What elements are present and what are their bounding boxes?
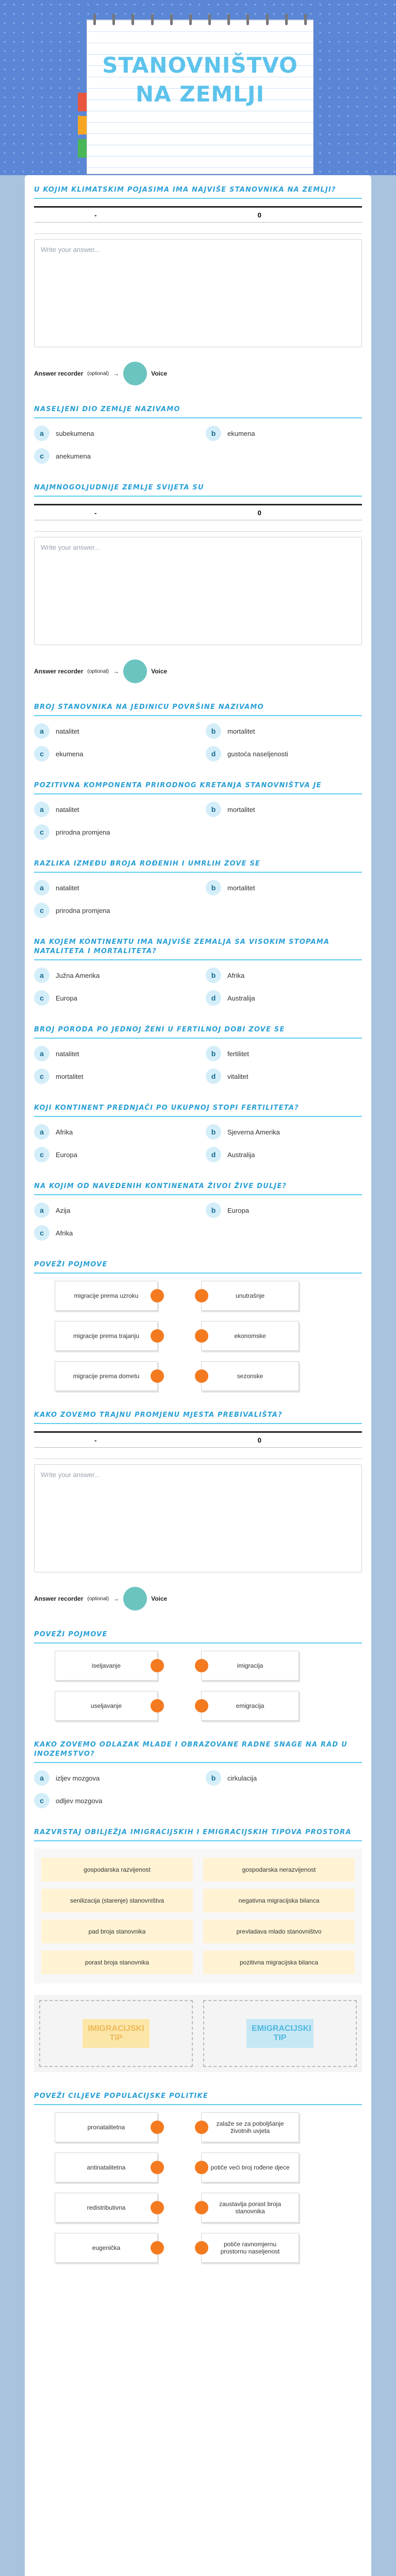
option-letter: c: [34, 824, 50, 840]
option-b[interactable]: [206, 1046, 362, 1061]
question-title: NA KOJIM OD NAVEDENIH KONTINENATA ŽIVOI ŽIVE DULJE?: [34, 1182, 362, 1195]
sort-targets: [34, 1995, 362, 2072]
match-connector-dot[interactable]: [151, 1369, 164, 1383]
match-left-card[interactable]: eugenička: [55, 2233, 158, 2263]
match-left-card[interactable]: migracije prema uzroku: [55, 1281, 158, 1311]
option-b[interactable]: [206, 1124, 362, 1140]
option-text: ekumena: [227, 429, 255, 437]
option-text: ekumena: [56, 750, 84, 758]
option-b[interactable]: [206, 968, 362, 983]
question-title: POVEŽI CILJEVE POPULACIJSKE POLITIKE: [34, 2092, 362, 2105]
notebook-rings: [93, 14, 307, 26]
answer-textarea[interactable]: Write your answer...: [34, 1464, 362, 1572]
option-c[interactable]: [34, 990, 190, 1006]
option-letter: c: [34, 903, 50, 918]
table-header-cell: -: [34, 207, 157, 223]
sort-item[interactable]: gospodarska nerazvijenost: [203, 1858, 355, 1882]
match-right-card[interactable]: emigracija: [201, 1691, 299, 1721]
match-connector-dot[interactable]: [151, 2241, 164, 2255]
match-connector-dot[interactable]: [195, 1329, 208, 1343]
table-header-cell: -: [34, 1432, 157, 1448]
option-text: Australija: [227, 994, 255, 1002]
option-text: izljev mozgova: [56, 1774, 100, 1782]
option-letter: c: [34, 1147, 50, 1162]
match-row: [55, 1281, 362, 1311]
answer-textarea[interactable]: Write your answer...: [34, 239, 362, 347]
question-8: [34, 1025, 362, 1084]
option-text: gustoća naseljenosti: [227, 750, 288, 758]
option-c[interactable]: [34, 1225, 190, 1241]
voice-record-button[interactable]: [123, 659, 147, 683]
option-text: Europa: [227, 1206, 249, 1214]
option-letter: b: [206, 880, 221, 895]
matching-group: [55, 1651, 362, 1721]
question-14: [34, 1740, 362, 1808]
match-left-card[interactable]: migracije prema dometu: [55, 1361, 158, 1391]
option-b[interactable]: [206, 723, 362, 739]
option-b[interactable]: [206, 880, 362, 895]
match-row: [55, 1651, 362, 1681]
question-title: RAZLIKA IZMEĐU BROJA ROĐENIH I UMRLIH ZOVE SE: [34, 859, 362, 873]
option-b[interactable]: [206, 426, 362, 441]
option-a[interactable]: [34, 1046, 190, 1061]
option-letter: b: [206, 723, 221, 739]
match-row: [55, 2233, 362, 2263]
option-d[interactable]: [206, 1069, 362, 1084]
match-connector-dot[interactable]: [195, 1659, 208, 1672]
category-label: EMIGRACIJSKI TIP: [246, 2019, 314, 2048]
match-connector-dot[interactable]: [195, 2201, 208, 2214]
option-letter: c: [34, 448, 50, 464]
question-title: KAKO ZOVEMO TRAJNU PROMJENU MJESTA PREBIVALIŠTA?: [34, 1411, 362, 1424]
match-connector-dot[interactable]: [151, 2201, 164, 2214]
option-a[interactable]: [34, 1202, 190, 1218]
option-c[interactable]: [34, 746, 190, 761]
recorder-optional: (optional): [87, 668, 109, 674]
match-left-card[interactable]: antinatalitetna: [55, 2153, 158, 2182]
match-right-card[interactable]: potiče veći broj rođene djece: [201, 2153, 299, 2182]
option-d[interactable]: [206, 990, 362, 1006]
question-3: [34, 483, 362, 683]
option-letter: b: [206, 802, 221, 817]
sort-item[interactable]: pad broja stanovnika: [41, 1920, 193, 1943]
option-letter: c: [34, 1225, 50, 1241]
recorder-label: Answer recorder: [34, 668, 84, 675]
option-c[interactable]: [34, 448, 190, 464]
option-text: odljev mozgova: [56, 1797, 103, 1805]
answer-table[interactable]: [34, 504, 362, 532]
table-header-cell: 0: [157, 505, 362, 520]
option-c[interactable]: [34, 824, 190, 840]
option-a[interactable]: [34, 1770, 190, 1786]
option-letter: c: [34, 746, 50, 761]
sort-item[interactable]: senilizacija (starenje) stanovništva: [41, 1889, 193, 1912]
option-c[interactable]: [34, 903, 190, 918]
option-text: natalitet: [56, 1049, 79, 1058]
question-4: [34, 703, 362, 761]
recorder-label: Answer recorder: [34, 370, 84, 377]
match-right-card[interactable]: potiče ravnomjernu prostornu naseljenost: [201, 2233, 299, 2263]
option-letter: b: [206, 1770, 221, 1786]
option-text: fertilitet: [227, 1049, 249, 1058]
voice-record-button[interactable]: [123, 1587, 147, 1611]
question-1: [34, 185, 362, 385]
sort-items-pool: [34, 1849, 362, 1984]
option-letter: a: [34, 968, 50, 983]
question-title: BROJ PORODA PO JEDNOJ ŽENI U FERTILNOJ DOBI ZOVE SE: [34, 1025, 362, 1039]
option-a[interactable]: [34, 723, 190, 739]
option-text: Afrika: [56, 1128, 73, 1136]
recorder-optional: (optional): [87, 370, 109, 377]
voice-record-button[interactable]: [123, 362, 147, 385]
option-letter: d: [206, 990, 221, 1006]
match-row: [55, 1321, 362, 1351]
match-connector-dot[interactable]: [195, 1699, 208, 1713]
drop-zone-emigracijski[interactable]: [203, 2000, 357, 2067]
match-left-card[interactable]: redistributivna: [55, 2193, 158, 2223]
option-a[interactable]: [34, 968, 190, 983]
option-letter: a: [34, 426, 50, 441]
option-b[interactable]: [206, 1202, 362, 1218]
option-letter: b: [206, 426, 221, 441]
sort-item[interactable]: pozitivna migracijska bilanca: [203, 1951, 355, 1974]
option-c[interactable]: [34, 1147, 190, 1162]
page-title: STANOVNIŠTVO NA ZEMLJI: [102, 53, 298, 107]
matching-group: [55, 1281, 362, 1391]
worksheet: [25, 175, 371, 2576]
recorder-optional: (optional): [87, 1596, 109, 1602]
match-row: [55, 2193, 362, 2223]
option-letter: c: [34, 1793, 50, 1808]
match-left-card[interactable]: iseljavanje: [55, 1651, 158, 1681]
option-a[interactable]: [34, 426, 190, 441]
title-notebook-card: [87, 20, 314, 174]
answer-textarea[interactable]: Write your answer...: [34, 537, 362, 645]
option-letter: b: [206, 1202, 221, 1218]
match-connector-dot[interactable]: [151, 2121, 164, 2134]
option-c[interactable]: [34, 1793, 190, 1808]
option-text: natalitet: [56, 884, 79, 892]
option-text: Europa: [56, 1150, 77, 1159]
question-16: [34, 2092, 362, 2263]
option-text: Afrika: [56, 1229, 73, 1237]
table-cell[interactable]: [34, 223, 157, 234]
option-text: natalitet: [56, 727, 79, 735]
question-title: POZITIVNA KOMPONENTA PRIRODNOG KRETANJA STANOVNIŠTVA JE: [34, 781, 362, 794]
option-a[interactable]: [34, 1124, 190, 1140]
recorder-label: Answer recorder: [34, 1595, 84, 1602]
sort-item[interactable]: porast broja stanovnika: [41, 1951, 193, 1974]
answer-recorder: Answer recorder (optional) → Voice: [34, 1587, 362, 1611]
option-letter: c: [34, 990, 50, 1006]
table-cell[interactable]: [34, 1448, 157, 1459]
option-letter: b: [206, 1124, 221, 1140]
question-9: [34, 1104, 362, 1162]
option-text: vitalitet: [227, 1072, 249, 1080]
option-a[interactable]: [34, 880, 190, 895]
match-row: [55, 2153, 362, 2182]
option-text: mortalitet: [227, 805, 255, 814]
sort-item[interactable]: prevladava mlado stanovništvo: [203, 1920, 355, 1943]
question-title: RAZVRSTAJ OBILJEŽJA IMIGRACIJSKIH I EMIGRACIJSKIH TIPOVA PROSTORA: [34, 1828, 362, 1841]
sort-item[interactable]: gospodarska razvijenost: [41, 1858, 193, 1882]
match-connector-dot[interactable]: [195, 2161, 208, 2174]
answer-table[interactable]: [34, 206, 362, 234]
option-letter: a: [34, 1124, 50, 1140]
voice-label: Voice: [151, 668, 168, 675]
question-12: [34, 1411, 362, 1611]
table-header-cell: -: [34, 505, 157, 520]
question-title: NAJMNOGOLJUDNIJE ZEMLJE SVIJETA SU: [34, 483, 362, 497]
notebook-tab-red: [78, 93, 87, 111]
match-right-card[interactable]: zalaže se za poboljšanje životnih uvjeta: [201, 2112, 299, 2142]
notebook-tab-orange: [78, 116, 87, 134]
match-connector-dot[interactable]: [195, 2241, 208, 2255]
answer-table[interactable]: [34, 1431, 362, 1459]
match-connector-dot[interactable]: [151, 1659, 164, 1672]
question-title: U KOJIM KLIMATSKIM POJASIMA IMA NAJVIŠE STANOVNIKA NA ZEMLJI?: [34, 185, 362, 199]
option-letter: a: [34, 1770, 50, 1786]
question-15: [34, 1828, 362, 2072]
option-a[interactable]: [34, 802, 190, 817]
match-right-card[interactable]: sezonske: [201, 1361, 299, 1391]
sort-item[interactable]: negativna migracijska bilanca: [203, 1889, 355, 1912]
match-row: [55, 1691, 362, 1721]
option-c[interactable]: [34, 1069, 190, 1084]
match-right-card[interactable]: unutrašnje: [201, 1281, 299, 1311]
option-d[interactable]: [206, 746, 362, 761]
match-connector-dot[interactable]: [151, 2161, 164, 2174]
match-connector-dot[interactable]: [195, 2121, 208, 2134]
option-letter: a: [34, 880, 50, 895]
question-title: POVEŽI POJMOVE: [34, 1630, 362, 1643]
option-text: Europa: [56, 994, 77, 1002]
option-text: Afrika: [227, 971, 245, 979]
drop-zone-imigracijski[interactable]: [39, 2000, 193, 2067]
match-left-card[interactable]: pronatalitetna: [55, 2112, 158, 2142]
answer-recorder: Answer recorder (optional) → Voice: [34, 362, 362, 385]
match-connector-dot[interactable]: [151, 1289, 164, 1302]
question-title: NA KOJEM KONTINENTU IMA NAJVIŠE ZEMALJA SA VISOKIM STOPAMA NATALITETA I MORTALITETA?: [34, 938, 362, 960]
option-letter: d: [206, 1069, 221, 1084]
matching-group: [55, 2112, 362, 2263]
question-11: [34, 1260, 362, 1391]
question-title: POVEŽI POJMOVE: [34, 1260, 362, 1274]
table-header-cell: 0: [157, 207, 362, 223]
match-right-card[interactable]: imigracija: [201, 1651, 299, 1681]
voice-label: Voice: [151, 1595, 168, 1602]
question-title: BROJ STANOVNIKA NA JEDINICU POVRŠINE NAZIVAMO: [34, 703, 362, 716]
match-connector-dot[interactable]: [195, 1369, 208, 1383]
answer-recorder: Answer recorder (optional) → Voice: [34, 659, 362, 683]
option-letter: b: [206, 1046, 221, 1061]
match-connector-dot[interactable]: [151, 1329, 164, 1343]
match-connector-dot[interactable]: [151, 1699, 164, 1713]
match-left-card[interactable]: migracije prema trajanju: [55, 1321, 158, 1351]
question-7: [34, 938, 362, 1006]
table-cell[interactable]: [157, 223, 362, 234]
option-b[interactable]: [206, 802, 362, 817]
category-label: IMIGRACIJSKI TIP: [82, 2019, 150, 2048]
option-d[interactable]: [206, 1147, 362, 1162]
option-text: cirkulacija: [227, 1774, 257, 1782]
question-13: [34, 1630, 362, 1721]
option-text: mortalitet: [227, 884, 255, 892]
option-text: subekumena: [56, 429, 94, 437]
option-text: prirodna promjena: [56, 906, 110, 914]
match-right-card[interactable]: ekonomske: [201, 1321, 299, 1351]
voice-label: Voice: [151, 370, 168, 377]
option-letter: a: [34, 802, 50, 817]
table-cell[interactable]: [34, 520, 157, 532]
option-letter: d: [206, 746, 221, 761]
option-text: mortalitet: [227, 727, 255, 735]
option-letter: b: [206, 968, 221, 983]
option-b[interactable]: [206, 1770, 362, 1786]
question-6: [34, 859, 362, 918]
table-header-cell: 0: [157, 1432, 362, 1448]
question-5: [34, 781, 362, 840]
option-text: natalitet: [56, 805, 79, 814]
option-letter: a: [34, 723, 50, 739]
table-cell[interactable]: [157, 520, 362, 532]
match-row: [55, 1361, 362, 1391]
option-letter: c: [34, 1069, 50, 1084]
option-text: Južna Amerika: [56, 971, 100, 979]
option-letter: d: [206, 1147, 221, 1162]
option-text: Sjeverna Amerika: [227, 1128, 280, 1136]
table-cell[interactable]: [157, 1448, 362, 1459]
match-row: [55, 2112, 362, 2142]
question-title: NASELJENI DIO ZEMLJE NAZIVAMO: [34, 405, 362, 418]
match-connector-dot[interactable]: [195, 1289, 208, 1302]
option-text: Azija: [56, 1206, 71, 1214]
match-right-card[interactable]: zaustavlja porast broja stanovnika: [201, 2193, 299, 2223]
option-letter: a: [34, 1202, 50, 1218]
question-10: [34, 1182, 362, 1241]
match-left-card[interactable]: useljavanje: [55, 1691, 158, 1721]
option-text: prirodna promjena: [56, 828, 110, 836]
question-2: [34, 405, 362, 464]
question-title: KOJI KONTINENT PREDNJAČI PO UKUPNOJ STOPI FERTILITETA?: [34, 1104, 362, 1117]
question-title: KAKO ZOVEMO ODLAZAK MLADE I OBRAZOVANE RADNE SNAGE NA RAD U INOZEMSTVO?: [34, 1740, 362, 1763]
option-text: anekumena: [56, 452, 91, 460]
option-text: mortalitet: [56, 1072, 84, 1080]
notebook-tab-green: [78, 139, 87, 158]
option-text: Australija: [227, 1150, 255, 1159]
option-letter: a: [34, 1046, 50, 1061]
